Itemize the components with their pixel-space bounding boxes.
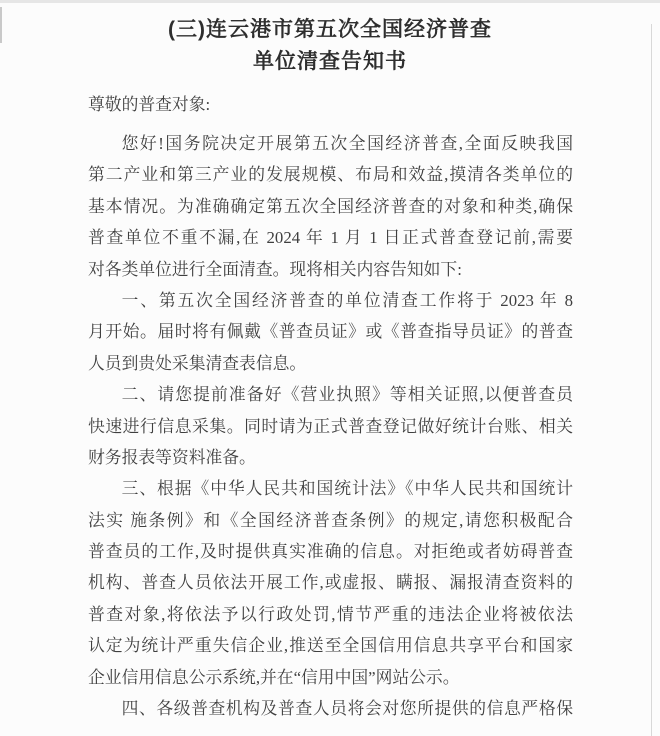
text-line: 法实 施条例》和《全国经济普查条例》的规定,请您积极配合 bbox=[88, 510, 573, 530]
text-line: 月开始。届时将有佩戴《普查员证》或《普查指导员证》的普查 bbox=[88, 322, 573, 342]
document-title-line1: (三)连云港市第五次全国经济普查 bbox=[168, 18, 492, 41]
text-line: 财务报表等资料准备。 bbox=[88, 447, 256, 467]
text-line: 对各类单位进行全面清查。现将相关内容告知如下: bbox=[88, 259, 462, 279]
text-line: 认定为统计严重失信企业,推送至全国信用信息共享平台和国家 bbox=[88, 636, 573, 656]
text-line: 您好!国务院决定开展第五次全国经济普查,全面反映我国 bbox=[121, 134, 573, 153]
document-title bbox=[0, 14, 660, 78]
scan-top-edge-artifact bbox=[0, 0, 660, 3]
text-line: 机构、普查人员依法开展工作,或虚报、瞒报、漏报清查资料的 bbox=[88, 573, 573, 593]
text-line: 普查员的工作,及时提供真实准确的信息。对拒绝或者妨碍普查 bbox=[88, 542, 573, 562]
text-line: 四、各级普查机构及普查人员将会对您所提供的信息严格保 bbox=[121, 699, 573, 719]
text-line: 企业信用信息公示系统,并在“信用中国”网站公示。 bbox=[88, 667, 460, 687]
text-line: 快速进行信息采集。同时请为正式普查登记做好统计台账、相关 bbox=[88, 416, 573, 436]
text-line: 二、请您提前准备好《营业执照》等相关证照,以便普查员 bbox=[121, 385, 573, 405]
document-title-line2: 单位清查告知书 bbox=[253, 50, 407, 73]
text-line: 基本情况。为准确确定第五次全国经济普查的对象和种类,确保 bbox=[88, 196, 573, 216]
scan-crease-line bbox=[651, 24, 652, 736]
text-line: 第二产业和第三产业的发展规模、布局和效益,摸清各类单位的 bbox=[88, 165, 573, 185]
text-line: 普查对象,将依法予以行政处罚,情节严重的违法企业将被依法 bbox=[88, 604, 573, 624]
document-lines bbox=[88, 128, 573, 724]
text-line: 人员到贵处采集清查表信息。 bbox=[88, 353, 307, 373]
salutation: 尊敬的普查对象: bbox=[88, 95, 211, 114]
text-line: 三、根据《中华人民共和国统计法》《中华人民共和国统计 bbox=[121, 479, 573, 499]
text-line: 普查单位不重不漏,在 2024 年 1 月 1 日正式普查登记前,需要 bbox=[88, 228, 573, 248]
text-line: 一、第五次全国经济普查的单位清查工作将于 2023 年 8 bbox=[121, 290, 573, 310]
